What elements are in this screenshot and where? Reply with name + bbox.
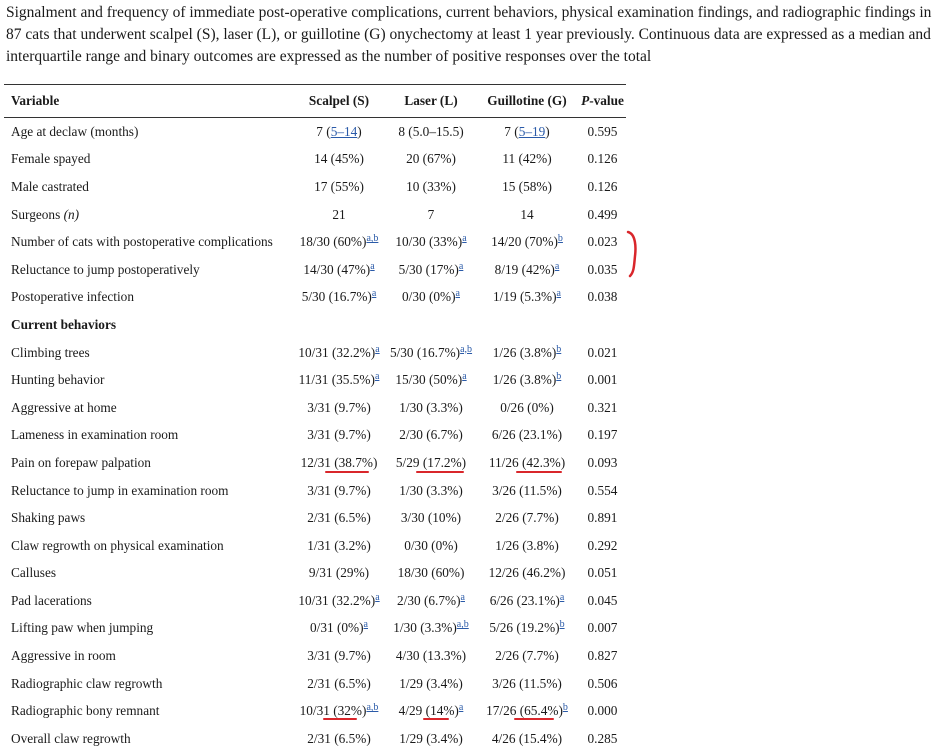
table-row (4, 670, 626, 698)
variable-cell: Female spayed (11, 151, 91, 167)
pvalue-cell: 0.051 (587, 565, 618, 581)
header-scalpel: Scalpel (S) (291, 85, 387, 118)
footnote-superscript[interactable]: b (556, 371, 562, 383)
guillotine-cell: 14/20 (70%)$^b$ (491, 233, 563, 250)
pvalue-cell: 0.038 (587, 289, 618, 305)
footnote-superscript[interactable]: a (458, 702, 464, 714)
variable-cell: Radiographic claw regrowth (11, 675, 163, 691)
laser-cell: 20 (67%) (406, 151, 456, 167)
laser-cell: 10 (33%) (406, 178, 456, 194)
table-row (4, 228, 626, 256)
footnote-superscript[interactable]: a (363, 619, 368, 631)
footnote-superscript[interactable]: a (374, 371, 380, 383)
table-row (4, 366, 626, 394)
guillotine-cell: 6/26 (23.1%) (491, 427, 563, 443)
table-caption: Signalment and frequency of immediate post-operative complications, current behaviors, physical examination findings, and radiographic findings in 87 cats that underwent scalpel (S), laser (L), or guillotine (G) onychectomy at least 1 year previously. Continuous data are expressed as a median and interquartile range and binary outcomes are expressed as the number of positive responses over the total (6, 4, 932, 65)
scalpel-cell: 5/30 (16.7%)$^a$ (301, 288, 377, 305)
variable-cell: Lifting paw when jumping (11, 620, 154, 636)
scalpel-cell: 3/31 (9.7%) (307, 482, 371, 498)
laser-cell: 4/29 (14%)$^a$ (398, 702, 464, 719)
variable-cell: Calluses (11, 565, 57, 581)
pvalue-cell: 0.093 (587, 454, 618, 470)
pvalue-cell: 0.499 (587, 206, 618, 222)
scalpel-cell: 12/31 (38.7%) (300, 454, 378, 470)
pvalue-cell: 0.506 (587, 675, 618, 691)
variable-cell: Shaking paws (11, 510, 86, 526)
guillotine-cell: 8/19 (42%)$^a$ (494, 260, 560, 277)
table-row (4, 642, 626, 670)
footnote-superscript[interactable]: b (562, 702, 568, 714)
table-row (4, 697, 626, 725)
scalpel-cell: 2/31 (6.5%) (307, 510, 371, 526)
scalpel-cell: 2/31 (6.5%) (307, 730, 371, 746)
scalpel-cell: 9/31 (29%) (308, 565, 370, 581)
footnote-superscript[interactable]: a (556, 288, 561, 300)
scalpel-cell: 10/31 (32%)$^{a,b}$ (299, 702, 379, 719)
pvalue-cell: 0.000 (587, 703, 618, 719)
variable-cell: Reluctance to jump postoperatively (11, 261, 200, 277)
variable-cell: Age at declaw (months) (11, 123, 139, 139)
scalpel-cell: 21 (332, 206, 346, 222)
table-row (4, 146, 626, 174)
footnote-superscript[interactable]: a (370, 260, 375, 272)
table-row (4, 504, 626, 532)
pvalue-cell: 0.197 (587, 427, 618, 443)
table-row (4, 615, 626, 643)
scalpel-cell: 14/30 (47%)$^a$ (303, 260, 375, 277)
iqr-link[interactable]: 5–19 (518, 123, 546, 139)
table-header-row (4, 85, 626, 118)
pvalue-cell: 0.126 (587, 151, 618, 167)
scalpel-cell: 17 (55%) (314, 178, 364, 194)
pvalue-cell: 0.595 (587, 123, 618, 139)
guillotine-cell: 7 (5–19) (504, 123, 550, 139)
pvalue-cell: 0.827 (587, 648, 618, 664)
footnote-superscript[interactable]: b (556, 343, 562, 355)
footnote-superscript[interactable]: a (462, 371, 467, 383)
pvalue-cell: 0.126 (587, 178, 618, 194)
scalpel-cell: 18/30 (60%)$^{a,b}$ (299, 233, 379, 250)
laser-cell: 5/30 (17%)$^a$ (398, 260, 464, 277)
guillotine-cell: 4/26 (15.4%) (491, 730, 563, 746)
table-body (4, 118, 626, 753)
laser-cell: 8 (5.0–15.5) (398, 123, 464, 139)
pvalue-cell: 0.045 (587, 592, 618, 608)
guillotine-cell: 11/26 (42.3%) (488, 454, 566, 470)
table-row (4, 394, 626, 422)
footnote-superscript[interactable]: a (458, 260, 464, 272)
scalpel-cell: 3/31 (9.7%) (307, 399, 371, 415)
header-laser: Laser (L) (387, 85, 475, 118)
scalpel-cell: 7 (5–14) (316, 123, 362, 139)
footnote-superscript[interactable]: a (375, 591, 380, 603)
laser-cell: 10/30 (33%)$^a$ (395, 233, 467, 250)
variable-cell: Claw regrowth on physical examination (11, 537, 224, 553)
guillotine-cell: 1/26 (3.8%) (495, 537, 559, 553)
footnote-superscript[interactable]: a (559, 591, 565, 603)
laser-cell: 1/30 (3.3%) (399, 399, 463, 415)
table-row (4, 173, 626, 201)
scalpel-cell: 11/31 (35.5%)$^a$ (298, 371, 380, 388)
pvalue-cell: 0.321 (587, 399, 618, 415)
scalpel-cell: 2/31 (6.5%) (307, 675, 371, 691)
variable-cell: Male castrated (11, 178, 89, 194)
header-variable: Variable (4, 85, 291, 118)
guillotine-cell: 17/26 (65.4%)$^b$ (486, 702, 568, 719)
variable-cell: Postoperative infection (11, 289, 134, 305)
header-guillotine: Guillotine (G) (475, 85, 579, 118)
red-underline-scalpel-pain (325, 471, 369, 473)
pvalue-cell: 0.891 (587, 510, 618, 526)
section-header-row (4, 311, 626, 339)
pvalue-cell: 0.285 (587, 730, 618, 746)
variable-cell: Aggressive at home (11, 399, 117, 415)
laser-cell: 7 (427, 206, 435, 222)
table-row (4, 284, 626, 312)
pvalue-cell: 0.554 (587, 482, 618, 498)
laser-cell: 5/29 (17.2%) (395, 454, 467, 470)
table-row (4, 201, 626, 229)
footnote-superscript[interactable]: a,b (366, 233, 379, 245)
results-table (4, 84, 626, 753)
footnote-superscript[interactable]: b (559, 619, 565, 631)
variable-cell: Climbing trees (11, 344, 90, 360)
guillotine-cell: 1/26 (3.8%)$^b$ (492, 343, 562, 360)
footnote-superscript[interactable]: b (557, 233, 563, 245)
footnote-superscript[interactable]: a (455, 288, 460, 300)
variable-cell: Pad lacerations (11, 592, 92, 608)
laser-cell: 3/30 (10%) (400, 510, 462, 526)
scalpel-cell: 14 (45%) (314, 151, 364, 167)
table-row (4, 725, 626, 753)
pvalue-cell: 0.035 (587, 261, 618, 277)
footnote-superscript[interactable]: a (554, 260, 560, 272)
scalpel-cell: 10/31 (32.2%)$^a$ (298, 591, 380, 608)
variable-cell: Hunting behavior (11, 372, 105, 388)
variable-cell: Aggressive in room (11, 648, 116, 664)
scalpel-cell: 0/31 (0%)$^a$ (310, 619, 368, 636)
guillotine-cell: 12/26 (46.2%) (488, 565, 566, 581)
guillotine-cell: 3/26 (11.5%) (492, 675, 562, 691)
scalpel-cell: 3/31 (9.7%) (307, 648, 371, 664)
laser-cell: 4/30 (13.3%) (395, 648, 467, 664)
laser-cell: 15/30 (50%)$^a$ (395, 371, 467, 388)
pvalue-cell: 0.023 (587, 234, 618, 250)
variable-cell: Overall claw regrowth (11, 730, 131, 746)
guillotine-cell: 2/26 (7.7%) (495, 510, 559, 526)
guillotine-cell: 6/26 (23.1%)$^a$ (489, 591, 565, 608)
table-row (4, 560, 626, 588)
footnote-superscript[interactable]: a (371, 288, 377, 300)
table-row (4, 339, 626, 367)
laser-cell: 5/30 (16.7%)$^{a,b}$ (389, 343, 473, 360)
pvalue-cell: 0.007 (587, 620, 618, 636)
laser-cell: 2/30 (6.7%)$^a$ (397, 591, 465, 608)
red-underline-scalpel-bony (323, 718, 357, 720)
variable-cell: Surgeons (n) (11, 206, 80, 222)
footnote-superscript[interactable]: a,b (456, 619, 469, 631)
footnote-superscript[interactable]: a,b (460, 343, 473, 355)
guillotine-cell: 0/26 (0%) (500, 399, 554, 415)
table-row (4, 532, 626, 560)
scalpel-cell: 3/31 (9.7%) (307, 427, 371, 443)
table-row (4, 422, 626, 450)
laser-cell: 2/30 (6.7%) (399, 427, 463, 443)
footnote-superscript[interactable]: a (375, 343, 380, 355)
iqr-link[interactable]: 5–14 (330, 123, 358, 139)
footnote-superscript[interactable]: a,b (366, 702, 379, 714)
table-row (4, 587, 626, 615)
guillotine-cell: 1/19 (5.3%)$^a$ (493, 288, 561, 305)
guillotine-cell: 1/26 (3.8%)$^b$ (492, 371, 562, 388)
header-pvalue: P-value (579, 85, 626, 118)
laser-cell: 0/30 (0%)$^a$ (402, 288, 460, 305)
scalpel-cell: 10/31 (32.2%)$^a$ (298, 343, 380, 360)
laser-cell: 18/30 (60%) (397, 565, 465, 581)
pvalue-cell: 0.021 (587, 344, 618, 360)
guillotine-cell: 14 (520, 206, 534, 222)
guillotine-cell: 5/26 (19.2%)$^b$ (489, 619, 565, 636)
variable-cell: Lameness in examination room (11, 427, 179, 443)
red-underline-guillotine-bony (514, 718, 554, 720)
guillotine-cell: 15 (58%) (502, 178, 552, 194)
table-row (4, 118, 626, 146)
variable-cell: Radiographic bony remnant (11, 703, 160, 719)
guillotine-cell: 3/26 (11.5%) (492, 482, 562, 498)
laser-cell: 1/29 (3.4%) (399, 675, 463, 691)
footnote-superscript[interactable]: a (460, 591, 465, 603)
variable-cell: Reluctance to jump in examination room (11, 482, 229, 498)
table-row (4, 256, 626, 284)
laser-cell: 0/30 (0%) (404, 537, 458, 553)
pvalue-cell: 0.001 (587, 372, 618, 388)
red-underline-laser-pain (416, 471, 464, 473)
footnote-superscript[interactable]: a (462, 233, 467, 245)
table-row (4, 477, 626, 505)
red-underline-laser-bony (423, 718, 449, 720)
variable-cell: Number of cats with postoperative complications (11, 234, 273, 250)
guillotine-cell: 11 (42%) (502, 151, 552, 167)
red-bracket-annotation (622, 228, 646, 280)
laser-cell: 1/29 (3.4%) (399, 730, 463, 746)
scalpel-cell: 1/31 (3.2%) (307, 537, 371, 553)
laser-cell: 1/30 (3.3%)$^{a,b}$ (393, 619, 469, 636)
section-label: Current behaviors (11, 316, 117, 332)
pvalue-cell: 0.292 (587, 537, 618, 553)
variable-cell: Pain on forepaw palpation (11, 454, 151, 470)
guillotine-cell: 2/26 (7.7%) (495, 648, 559, 664)
red-underline-guillotine-pain (516, 471, 562, 473)
laser-cell: 1/30 (3.3%) (399, 482, 463, 498)
